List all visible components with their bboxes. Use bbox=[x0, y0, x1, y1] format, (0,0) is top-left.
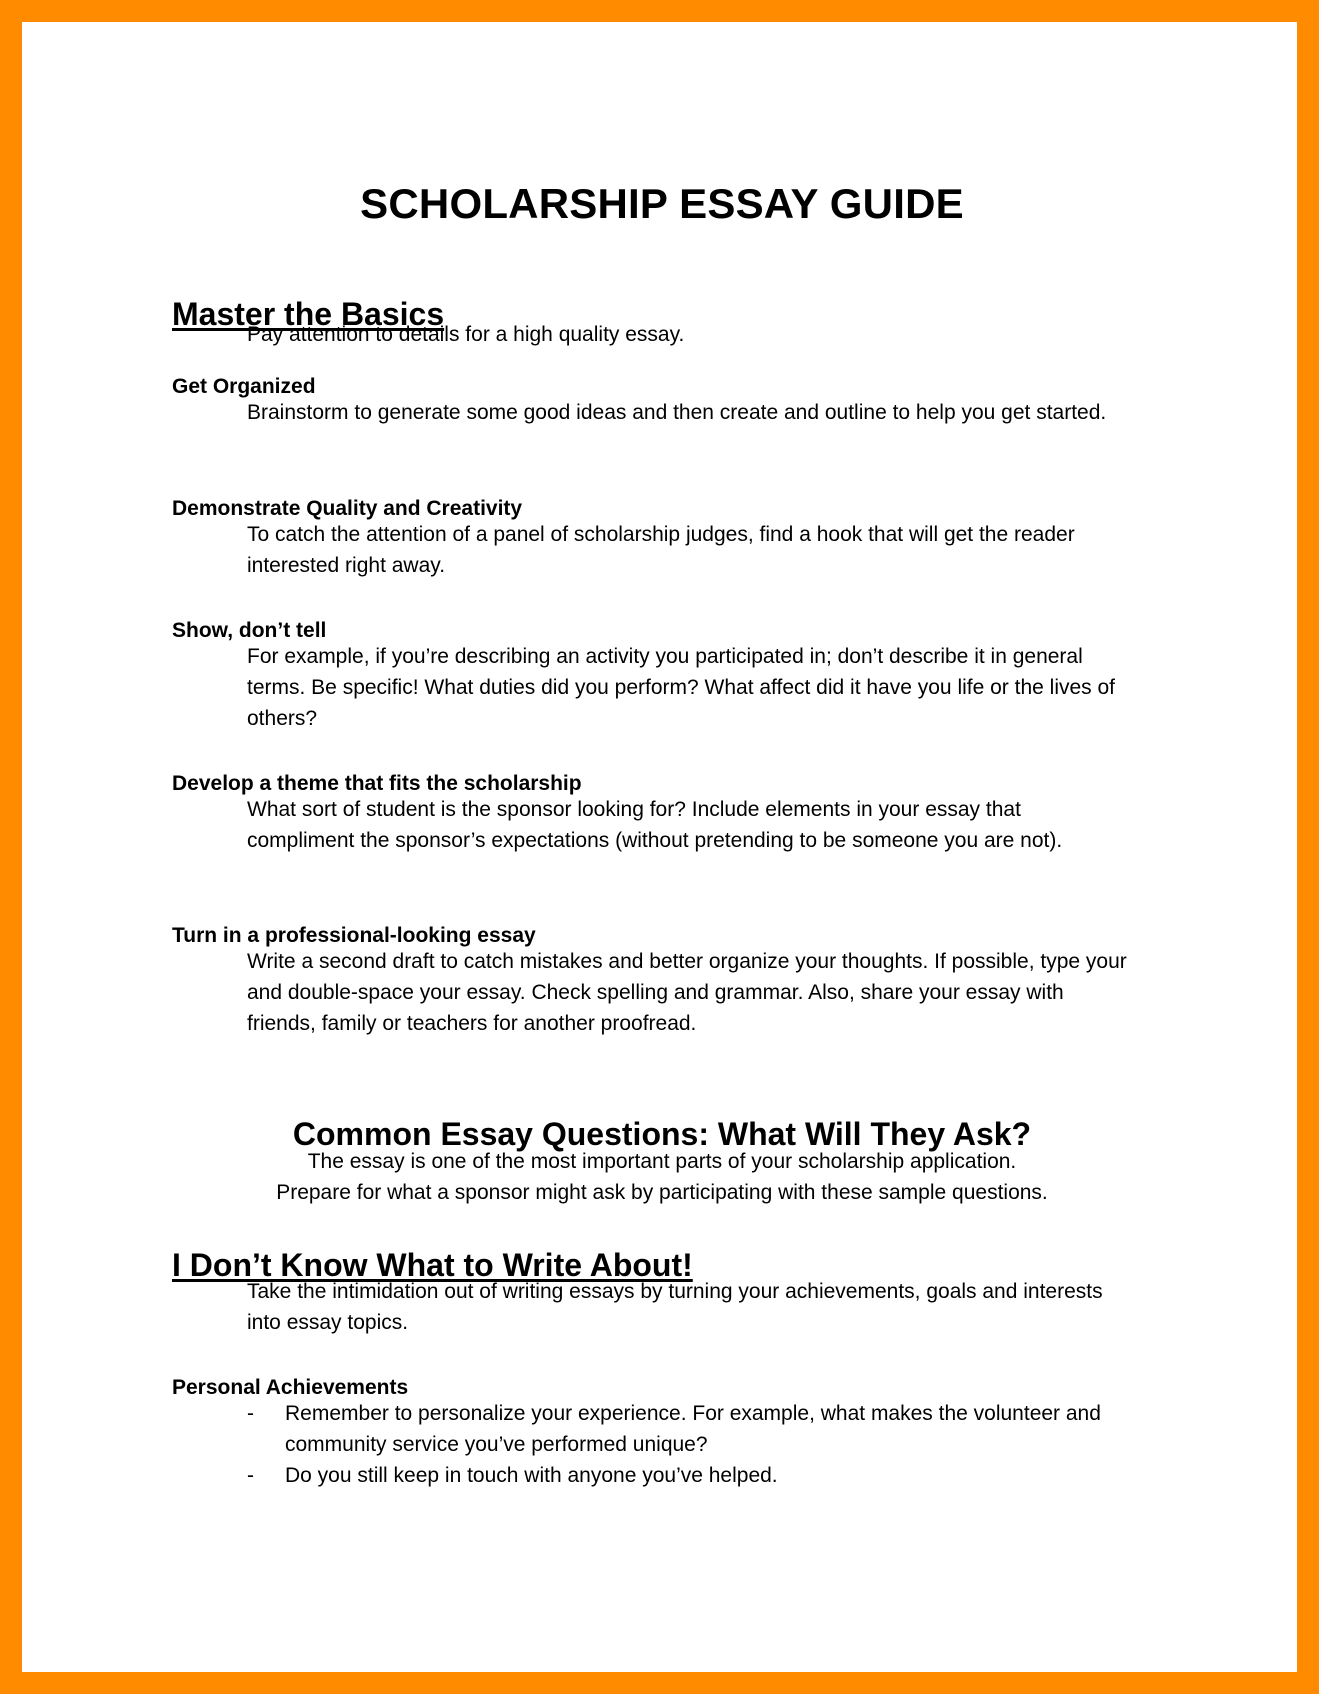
paragraph-get-organized: Brainstorm to generate some good ideas and then create and outline to help you get started. bbox=[247, 401, 1107, 424]
subheading-show-dont-tell: Show, don’t tell bbox=[172, 619, 327, 642]
subheading-quality-creativity: Demonstrate Quality and Creativity bbox=[172, 497, 523, 520]
document-page bbox=[22, 22, 1297, 1672]
section-title-dont-know: I Don’t Know What to Write About! bbox=[172, 1247, 693, 1283]
bullet-text: Do you still keep in touch with anyone you’ve helped. bbox=[285, 1464, 778, 1487]
paragraph-show-dont-tell: For example, if you’re describing an activity you participated in; don’t describe it in general terms. Be specific! What duties did you perform? What affect did it have you life or the lives of others? bbox=[247, 645, 1116, 730]
section-line-common-questions-2: Prepare for what a sponsor might ask by participating with these sample questions. bbox=[276, 1181, 1048, 1204]
section-intro-master-basics: Pay attention to details for a high quality essay. bbox=[247, 323, 685, 346]
bullet-text: Remember to personalize your experience. For example, what makes the volunteer and community service you’ve performed unique? bbox=[285, 1402, 1101, 1456]
subheading-develop-theme: Develop a theme that fits the scholarship bbox=[172, 772, 582, 795]
list-item bbox=[247, 1398, 1127, 1460]
section-title-master-basics: Master the Basics bbox=[172, 296, 445, 332]
subheading-get-organized: Get Organized bbox=[172, 375, 316, 398]
document-title: SCHOLARSHIP ESSAY GUIDE bbox=[360, 180, 964, 227]
subheading-professional-essay: Turn in a professional-looking essay bbox=[172, 924, 536, 947]
section-line-common-questions-1: The essay is one of the most important parts of your scholarship application. bbox=[307, 1150, 1017, 1173]
section-title-common-questions: Common Essay Questions: What Will They Ask? bbox=[292, 1116, 1032, 1152]
subheading-personal-achievements: Personal Achievements bbox=[172, 1376, 409, 1399]
bullet-marker: - bbox=[247, 1464, 254, 1487]
section-intro-dont-know: Take the intimidation out of writing essays by turning your achievements, goals and interests into essay topics. bbox=[247, 1280, 1103, 1334]
bullet-marker: - bbox=[247, 1402, 254, 1425]
paragraph-professional-essay: Write a second draft to catch mistakes and better organize your thoughts. If possible, type your and double-space your essay. Check spelling and grammar. Also, share your essay with friends, family or teachers for another proofread. bbox=[247, 950, 1127, 1035]
paragraph-quality-creativity: To catch the attention of a panel of scholarship judges, find a hook that will get the reader interested right away. bbox=[247, 523, 1075, 577]
paragraph-develop-theme: What sort of student is the sponsor looking for? Include elements in your essay that compliment the sponsor’s expectations (without pretending to be someone you are not). bbox=[247, 798, 1063, 852]
list-item bbox=[247, 1460, 1127, 1491]
